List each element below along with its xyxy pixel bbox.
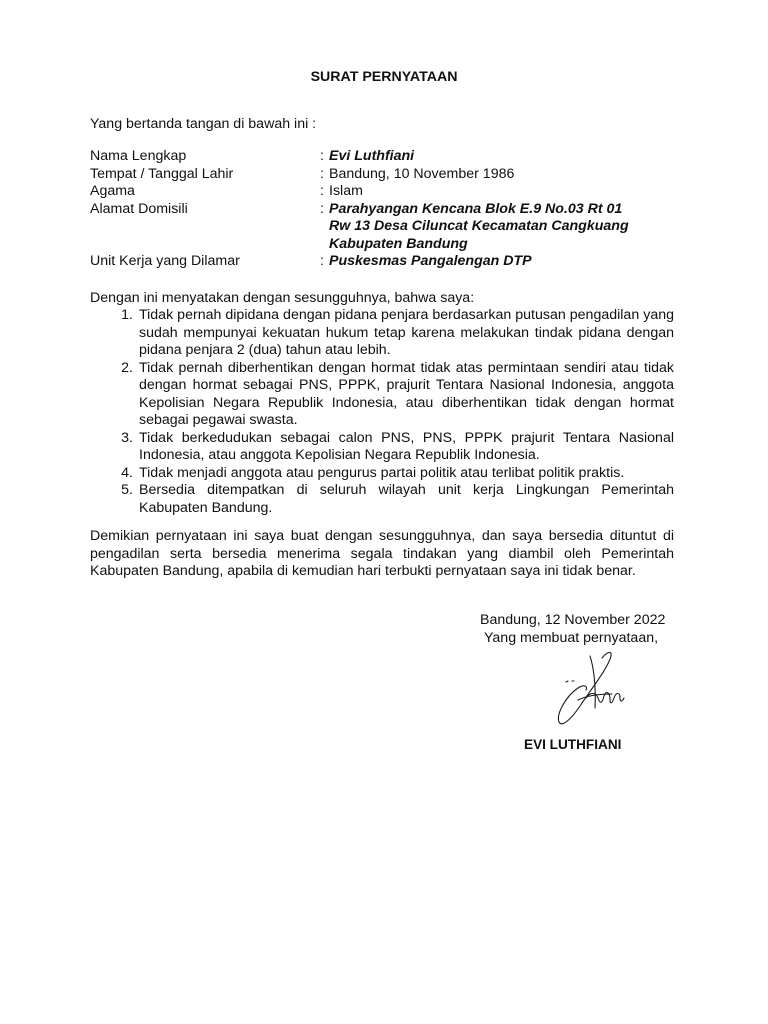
field-colon: : [320,183,324,199]
field-colon: : [320,200,324,217]
field-value-address [329,201,659,254]
closing-paragraph: Demikian pernyataan ini saya buat dengan sesungguhnya, dan saya bersedia dituntut di pengadilan serta bersedia menerima segala tindakan yang diambil oleh Pemerintah Kabupaten Bandung, apabila di kemudian hari terbukti pernyataan saya ini tidak benar. [90,528,674,579]
statement-number: 5. [121,482,133,498]
signature-image [552,648,632,734]
field-row-unit [90,253,690,271]
statement-item [110,465,674,483]
field-label: Nama Lengkap [90,148,187,164]
field-row-address [90,201,690,254]
statement-number: 4. [121,464,133,481]
address-line: Rw 13 Desa Ciluncat Kecamatan Cangkuang [329,218,629,234]
field-label: Alamat Domisili [90,200,188,217]
statement-number: 1. [121,307,133,323]
field-row-religion [90,183,690,201]
field-row-birth [90,166,690,184]
statement-item [110,360,674,430]
field-value-birth: Bandung, 10 November 1986 [329,165,515,182]
field-label: Agama [90,183,135,199]
field-value [320,253,690,271]
intro-text: Yang bertanda tangan di bawah ini : [90,116,317,132]
identity-fields [90,148,690,271]
field-value-unit: Puskesmas Pangalengan DTP [329,253,532,269]
field-value [320,201,690,254]
statement-item [110,482,674,517]
statement-text: Tidak pernah diberhentikan dengan hormat tidak atas permintaan sendiri atau tidak dengan hormat sebagai PNS, PPPK, prajurit Tentara Nasional Indonesia, anggota Kepolisian Negara Republik Indonesia, atau diberhentikan tidak dengan hormat sebagai pegawai swasta. [139,359,674,428]
field-value [320,183,690,201]
field-colon: : [320,148,324,164]
statement-item [110,307,674,360]
address-line: Parahyangan Kencana Blok E.9 No.03 Rt 01 [329,200,623,217]
maker-label: Yang membuat pernyataan, [484,630,659,646]
statement-item [110,430,674,465]
statement-number: 2. [121,359,133,376]
statement-list [110,307,674,517]
field-label: Tempat / Tanggal Lahir [90,165,234,182]
address-line: Kabupaten Bandung [329,235,468,252]
place-date: Bandung, 12 November 2022 [480,612,666,628]
statement-text: Tidak menjadi anggota atau pengurus partai politik atau terlibat politik praktis. [139,464,625,481]
field-value [320,148,690,166]
field-label: Unit Kerja yang Dilamar [90,253,240,269]
field-value [320,166,690,184]
signer-name: EVI LUTHFIANI [524,737,622,752]
field-colon: : [320,165,324,182]
field-value-name: Evi Luthfiani [329,148,415,164]
statement-number: 3. [121,429,133,446]
document-title: SURAT PERNYATAAN [310,69,458,85]
statement-text: Tidak berkedudukan sebagai calon PNS, PNS, PPPK prajurit Tentara Nasional Indonesia, atau anggota Kepolisian Negara Republik Indonesia. [139,429,674,463]
statement-text: Bersedia ditempatkan di seluruh wilayah unit kerja Lingkungan Pemerintah Kabupaten Bandung. [139,482,674,516]
field-colon: : [320,253,324,269]
field-row-name [90,148,690,166]
statement-text: Tidak pernah dipidana dengan pidana penjara berdasarkan putusan pengadilan yang sudah mempunyai kekuatan hukum tetap karena melakukan tindak pidana dengan pidana penjara 2 (dua) tahun atau lebih. [139,307,674,358]
statement-intro: Dengan ini menyatakan dengan sesungguhnya, bahwa saya: [90,290,475,306]
field-value-religion: Islam [329,183,363,199]
